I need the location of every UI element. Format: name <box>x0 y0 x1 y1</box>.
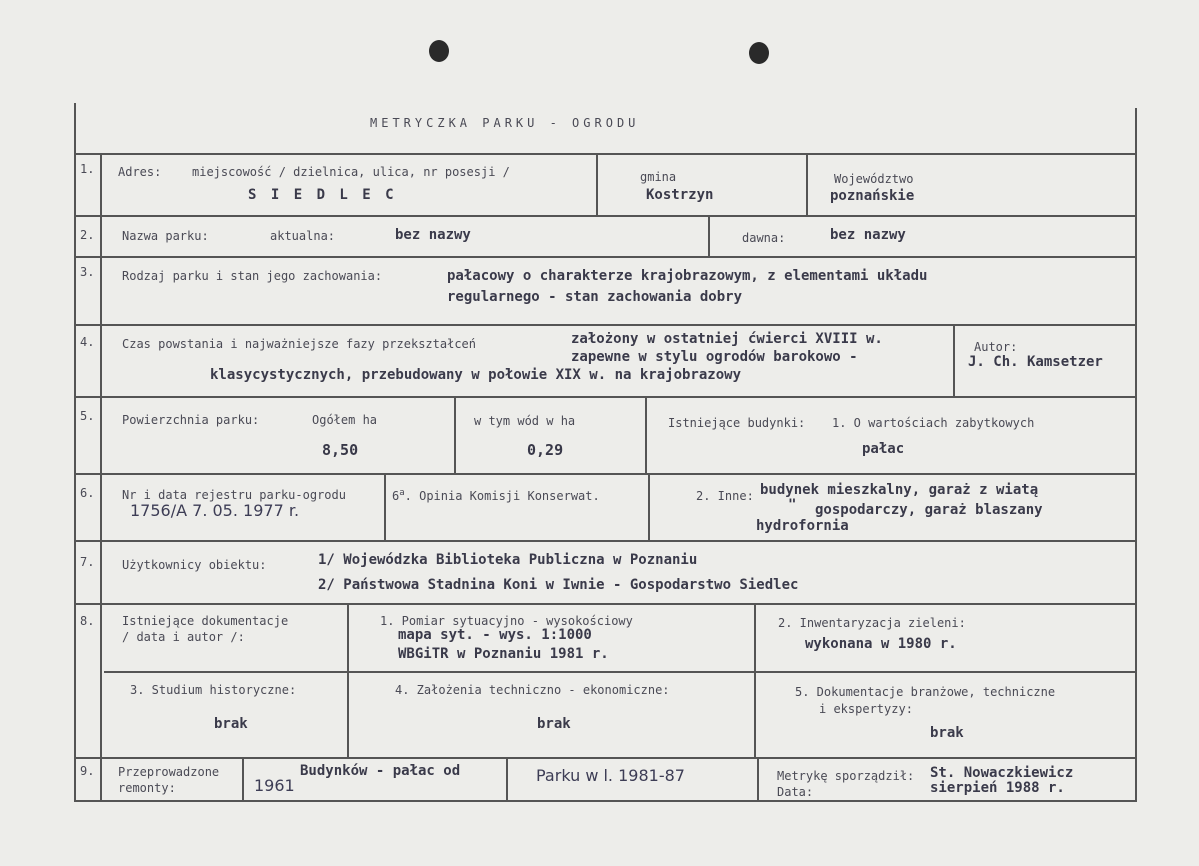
frame-left <box>74 103 76 800</box>
current-name-label: aktualna: <box>270 229 336 243</box>
r9-div-a <box>242 757 244 800</box>
row-number: 7. <box>80 555 95 569</box>
register-value: 1756/A 7. 05. 1977 r. <box>130 501 300 520</box>
opinion-superscript: a <box>399 488 405 498</box>
sep-9 <box>74 757 1136 759</box>
branch-docs-value: brak <box>930 725 964 741</box>
greenery-inventory-label: 2. Inwentaryzacja zieleni: <box>778 616 966 630</box>
page-title: METRYCZKA PARKU - OGRODU <box>370 116 640 130</box>
frame-bottom <box>74 800 1137 802</box>
historic-buildings-label: 1. O wartościach zabytkowych <box>832 416 1035 430</box>
punch-hole-left <box>429 40 449 62</box>
address-sublabel: miejscowość / dzielnica, ulica, nr posesji / <box>192 165 510 179</box>
buildings-repair-value: Budynków - pałac od <box>300 763 461 779</box>
row-number: 4. <box>80 335 95 349</box>
sep-7 <box>74 540 1136 542</box>
r5-div-b <box>645 396 647 473</box>
other-buildings-line-3: hydrofornia <box>756 518 849 534</box>
historical-study-value: brak <box>214 716 248 732</box>
repairs-label: Przeprowadzone <box>118 765 220 779</box>
sep-4 <box>74 324 1136 326</box>
park-type-line-1: pałacowy o charakterze krajobrazowym, z elementami układu <box>447 268 928 284</box>
historic-buildings-value: pałac <box>862 441 905 457</box>
frame-right <box>1135 108 1137 801</box>
address-label: Adres: <box>118 165 162 179</box>
row-number: 2. <box>80 228 95 242</box>
address-value: S I E D L E C <box>248 187 397 203</box>
r1-div-a <box>596 153 598 215</box>
water-area-label: w tym wód w ha <box>474 414 576 428</box>
date-value: sierpień 1988 r. <box>930 780 1065 796</box>
documentation-label: Istniejące dokumentacje <box>122 614 289 628</box>
branch-docs-sublabel: i ekspertyzy: <box>819 702 913 716</box>
survey-line-1: mapa syt. - wys. 1:1000 <box>398 627 592 643</box>
sep-1 <box>74 153 1136 155</box>
r4-div <box>953 324 955 396</box>
area-total-label: Ogółem ha <box>312 413 378 427</box>
survey-label: 1. Pomiar sytuacyjno - wysokościowy <box>380 614 633 628</box>
area-label: Powierzchnia parku: <box>122 413 260 427</box>
wojewodztwo-value: poznańskie <box>830 188 915 204</box>
r6-div-a <box>384 473 386 540</box>
water-area-value: 0,29 <box>527 441 564 459</box>
park-type-label: Rodzaj parku i stan jego zachowania: <box>122 269 383 283</box>
gmina-value: Kostrzyn <box>646 187 714 203</box>
tech-econ-value: brak <box>537 716 571 732</box>
ditto-mark: " <box>788 497 797 513</box>
history-line-2: zapewne w stylu ogrodów barokowo - <box>571 349 858 365</box>
opinion-number: 6 <box>392 489 400 503</box>
register-label: Nr i data rejestru parku-ogrodu <box>122 488 346 502</box>
users-line-1: 1/ Wojewódzka Biblioteka Publiczna w Poznaniu <box>318 552 698 568</box>
num-col-divider <box>100 153 102 800</box>
r9-div-b <box>506 757 508 800</box>
prepared-by-value: St. Nowaczkiewicz <box>930 765 1074 781</box>
former-name-value: bez nazwy <box>830 227 906 243</box>
sep-2 <box>74 215 1136 217</box>
sep-8 <box>74 603 1136 605</box>
r8-div-a <box>347 603 349 757</box>
row-number: 9. <box>80 764 95 778</box>
repairs-sublabel: remonty: <box>118 781 176 795</box>
documentation-sublabel: / data i autor /: <box>122 630 245 644</box>
wojewodztwo-label: Województwo <box>834 172 914 186</box>
current-name-value: bez nazwy <box>395 227 471 243</box>
users-label: Użytkownicy obiektu: <box>122 558 267 572</box>
buildings-label: Istniejące budynki: <box>668 416 806 430</box>
tech-econ-label: 4. Założenia techniczno - ekonomiczne: <box>395 683 670 697</box>
park-repair-value: Parku w l. 1981-87 <box>536 766 685 785</box>
area-total-value: 8,50 <box>322 441 359 459</box>
r5-div-a <box>454 396 456 473</box>
historical-study-label: 3. Studium historyczne: <box>130 683 297 697</box>
r8-div-b <box>754 603 756 757</box>
r9-div-c <box>757 757 759 800</box>
row-number: 1. <box>80 162 95 176</box>
sep-8b <box>104 671 1136 673</box>
row-number: 5. <box>80 409 95 423</box>
gmina-label: gmina <box>640 170 677 184</box>
r1-div-b <box>806 153 808 215</box>
author-value: J. Ch. Kamsetzer <box>968 354 1103 370</box>
opinion-label <box>392 488 600 503</box>
former-name-label: dawna: <box>742 231 786 245</box>
row-number: 3. <box>80 265 95 279</box>
park-name-label: Nazwa parku: <box>122 229 209 243</box>
other-buildings-label: 2. Inne: <box>696 489 754 503</box>
survey-line-2: WBGiTR w Poznaniu 1981 r. <box>398 646 609 662</box>
r2-div <box>708 215 710 256</box>
history-label: Czas powstania i najważniejsze fazy przekształceń <box>122 337 477 351</box>
history-line-1: założony w ostatniej ćwierci XVIII w. <box>571 331 883 347</box>
sep-3 <box>74 256 1136 258</box>
branch-docs-label: 5. Dokumentacje branżowe, techniczne <box>795 685 1056 699</box>
sep-6 <box>74 473 1136 475</box>
date-label: Data: <box>777 785 814 799</box>
punch-hole-right <box>749 42 769 64</box>
greenery-inventory-value: wykonana w 1980 r. <box>805 636 957 652</box>
other-buildings-line-2: gospodarczy, garaż blaszany <box>815 502 1043 518</box>
history-line-3: klasycystycznych, przebudowany w połowie XIX w. na krajobrazowy <box>210 367 742 383</box>
park-type-line-2: regularnego - stan zachowania dobry <box>447 289 743 305</box>
row-number: 6. <box>80 486 95 500</box>
prepared-by-label: Metrykę sporządził: <box>777 769 915 783</box>
users-line-2: 2/ Państwowa Stadnina Koni w Iwnie - Gospodarstwo Siedlec <box>318 577 799 593</box>
repair-year: 1961 <box>254 776 295 795</box>
row-number: 8. <box>80 614 95 628</box>
other-buildings-line-1: budynek mieszkalny, garaż z wiatą <box>760 482 1039 498</box>
r6-div-b <box>648 473 650 540</box>
author-label: Autor: <box>974 340 1018 354</box>
sep-5 <box>74 396 1136 398</box>
opinion-text: . Opinia Komisji Konserwat. <box>404 489 600 503</box>
